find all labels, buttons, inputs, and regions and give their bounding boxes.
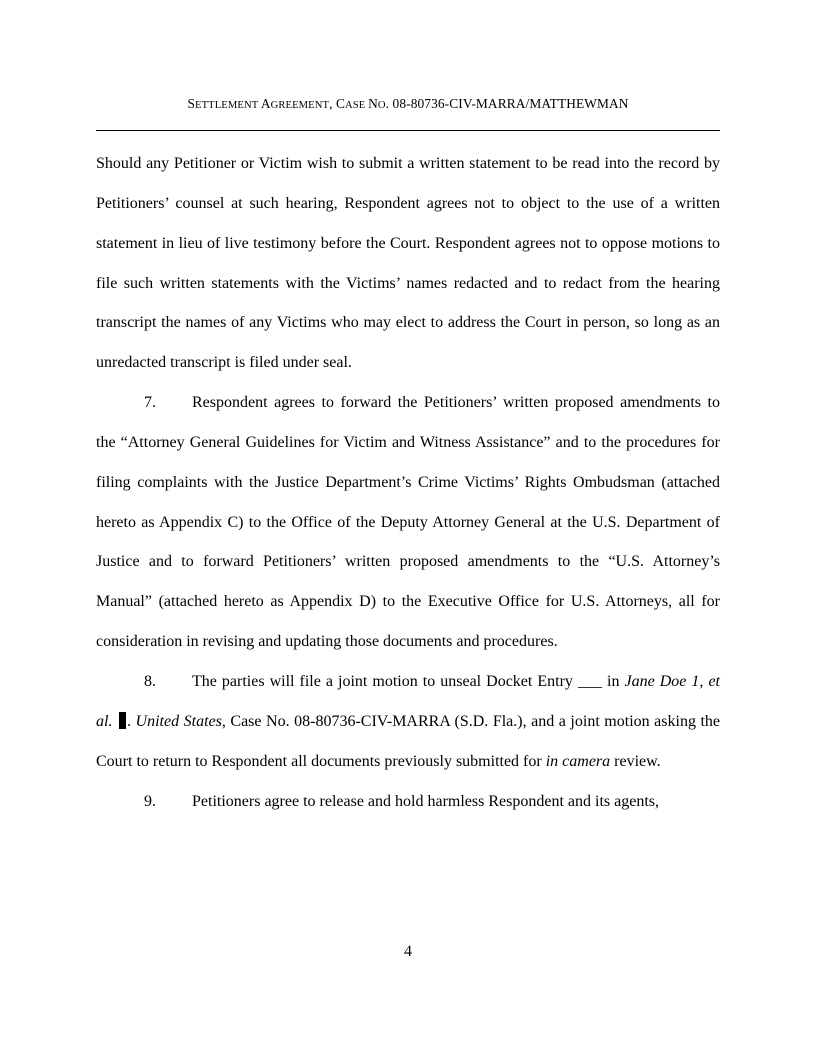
header-comma: ,: [329, 96, 336, 111]
in-camera-italic: in camera: [545, 752, 611, 770]
header-word-3-rest: ASE: [345, 100, 369, 111]
header-word-1-rest: ETTLEMENT: [195, 100, 261, 111]
paragraph-9: [96, 782, 720, 822]
header-word-4-initial: N: [368, 96, 378, 111]
paragraph-continued: Should any Petitioner or Victim wish to submit a written statement to be read into the record by Petitioners’ counsel at such hearing, Respondent agrees not to object to the use of a written statement in lieu of live testimony before the Court. Respondent agrees not to oppose motions to file such written statements with the Victims’ names redacted and to redact from the hearing transcript the names of any Victims who may elect to address the Court in person, so long as an unredacted transcript is filed under seal.: [96, 155, 720, 372]
header-case-reference: . 08-80736-CIV-MARRA/MATTHEWMAN: [385, 96, 629, 111]
header-word-1-initial: S: [187, 96, 195, 111]
redaction-block: [119, 712, 126, 729]
paragraph-9-number: 9.: [144, 792, 156, 810]
united-states-italic: United States: [135, 712, 222, 730]
header-word-2-initial: A: [260, 96, 271, 111]
paragraph-7-number: 7.: [144, 394, 156, 412]
page-header: [96, 96, 720, 114]
paragraph-7-text: Respondent agrees to forward the Petitioners’ written proposed amendments to the “Attorney General Guidelines for Victim and Witness Assistance” and to the procedures for filing complaints with the Justice Department’s Crime Victims’ Rights Ombudsman (attached hereto as Appendix C) to the Office of the Deputy Attorney General at the U.S. Department of Justice and to forward Petitioners’ written proposed amendments to the “U.S. Attorney’s Manual” (attached hereto as Appendix D) to the Executive Office for U.S. Attorneys, all for consideration in revising and updating those documents and procedures.: [96, 394, 720, 651]
page-number: 4: [404, 943, 412, 960]
case-name-italic: Jane Doe 1, et al.: [96, 672, 720, 730]
paragraph-8-number: 8.: [144, 672, 156, 690]
header-divider: [96, 130, 720, 131]
header-word-2-rest: GREEMENT: [270, 100, 330, 111]
paragraph-7: [96, 383, 720, 662]
header-word-4-rest: O: [377, 100, 386, 111]
paragraph-9-text: Petitioners agree to release and hold harmless Respondent and its agents,: [192, 792, 659, 810]
paragraph-8: [96, 662, 720, 782]
paragraph-8-text-a: The parties will file a joint motion to unseal Docket Entry ___ in: [192, 672, 625, 690]
paragraph-8-text-c: review.: [610, 752, 661, 770]
header-word-3-initial: C: [336, 96, 346, 111]
paragraph-8-text-b: , Case No. 08-80736-CIV-MARRA (S.D. Fla.), and a joint motion asking the Court to return to Respondent all documents previously submitted for: [96, 712, 721, 770]
document-body: [96, 144, 720, 821]
redaction-trailing-dot: .: [127, 712, 131, 730]
